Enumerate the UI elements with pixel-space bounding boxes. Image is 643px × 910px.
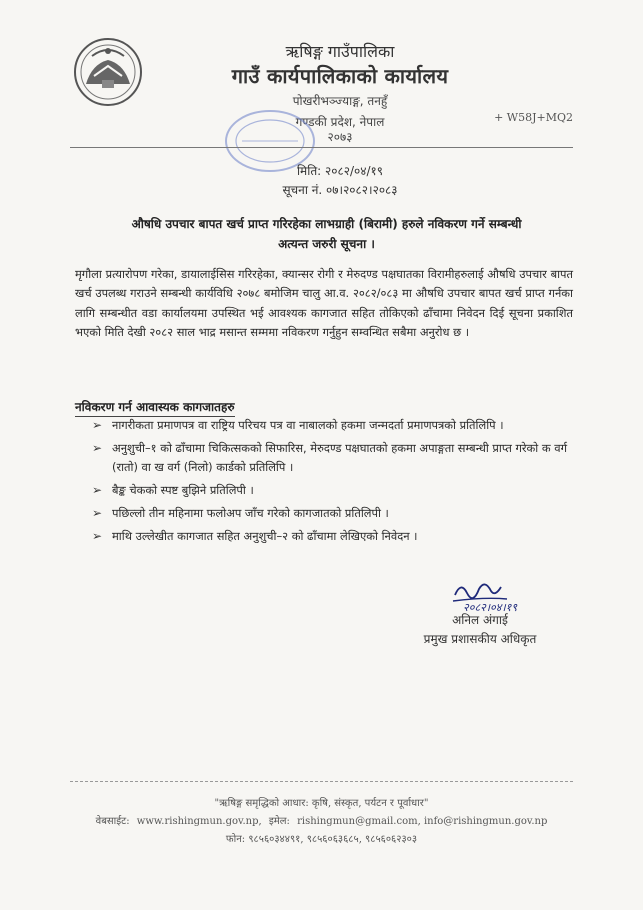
signer-title: प्रमुख प्रशासकीय अधिकृत [423,632,537,646]
phone-numbers: ९८५६०३४४९१, ९८५६०६३६८५, ९८५६०६२३०३ [248,834,418,845]
letter-date: मिति: २०८२/०४/१९ [296,164,384,178]
signer-name: अनिल अंगाई [452,613,508,627]
office-name: गाउँ कार्यपालिकाको कार्यालय [231,64,449,88]
documents-heading: नविकरण गर्न आवास्यक कागजातहरु [75,398,235,417]
website-link[interactable]: www.rishingmun.gov.np, [136,816,262,827]
arrow-bullet-icon: ➢ [92,418,103,432]
arrow-bullet-icon: ➢ [92,441,103,455]
establishment-year: २०७३ [327,130,353,144]
plus-code: + W58J+MQ2 [494,111,573,124]
list-item: ➢ माथि उल्लेखीत कागजात सहित अनुशुची–२ को ढाँचामा लेखिएको निवेदन । [92,527,577,546]
phone-label: फोन: [225,834,246,845]
arrow-bullet-icon: ➢ [92,483,103,497]
list-item: ➢ बैङ्क चेकको स्पष्ट बुझिने प्रतिलिपी । [92,481,577,500]
footer-slogan: "ऋषिङ्ग समृद्धिको आधार: कृषि, संस्कृत, पर्यटन र पूर्वाधार" [214,798,429,809]
notice-body: मृगौला प्रत्यारोपण गरेका, डायालाईसिस गरिरहेका, क्यान्सर रोगी र मेरुदण्ड पक्षघातका विरामीहरुलाई औषधि उपचार बापत खर्च उपलब्ध गराउने सम्बन्धी कार्यविधि २०७८ बमोजिम चालु आ.व. २०८२/०८३ मा औषधि उपचार बापत खर्च प्राप्त गर्नका लागि सम्बन्धीत वडा कार्यालयमा उपस्थित भई आवश्यक कागजात सहित तोकिएको ढाँचामा निवेदन दिई सूचना प्रकाशित भएको मिति देखी २०८२ साल भाद्र मसान्त सम्ममा नविकरण गर्नुहुन सम्वन्धित सबैमा अनुरोध छ । [75,267,573,339]
arrow-bullet-icon: ➢ [92,506,103,520]
address-line-1: पोखरीभञ्ज्याङ्ग, तनहुँ [292,94,388,108]
subject-line-1: औषधि उपचार बापत खर्च प्राप्त गरिरहेका लाभग्राही (बिरामी) हरुले नविकरण गर्ने सम्बन्धी [131,217,522,231]
footer-divider [70,781,573,782]
email-link[interactable]: rishingmun@gmail.com, info@rishingmun.gov.np [297,816,548,827]
documents-list [92,416,577,550]
subject-line-2: अत्यन्त जरुरी सूचना । [278,237,375,251]
address-line-2: गण्डकी प्रदेश, नेपाल [295,115,385,129]
list-item: ➢ पछिल्लो तीन महिनामा फलोअप जाँच गरेको कागजातको प्रतिलिपी । [92,504,577,523]
footer-phone [70,831,573,845]
email-label: इमेल: [268,816,290,827]
notice-number: सूचना नं. ०७।२०८२।२०८३ [282,183,398,197]
header-divider [70,147,573,148]
arrow-bullet-icon: ➢ [92,529,103,543]
nepal-emblem-icon [72,36,144,108]
list-item: ➢ अनुशुची–१ को ढाँचामा चिकित्सकको सिफारिस, मेरुदण्ड पक्षघातको हकमा अपाङ्गता सम्बन्धी प्राप्त गरेको क वर्ग (रातो) वा ख वर्ग (निलो) कार्डको प्रतिलिपि । [92,441,567,474]
website-label: वेबसाईट: [95,816,130,827]
footer-contact [70,813,573,827]
signature-date: २०८२।०४।१९ [463,601,518,614]
notice-subject [80,214,573,254]
municipality-name: ऋषिङ्ग गाउँपालिका [285,42,395,61]
list-item: ➢ नागरीकता प्रमाणपत्र वा राष्ट्रिय परिचय पत्र वा नाबालको हकमा जन्मदर्ता प्रमाणपत्रको प्रतिलिपि । [92,416,577,435]
